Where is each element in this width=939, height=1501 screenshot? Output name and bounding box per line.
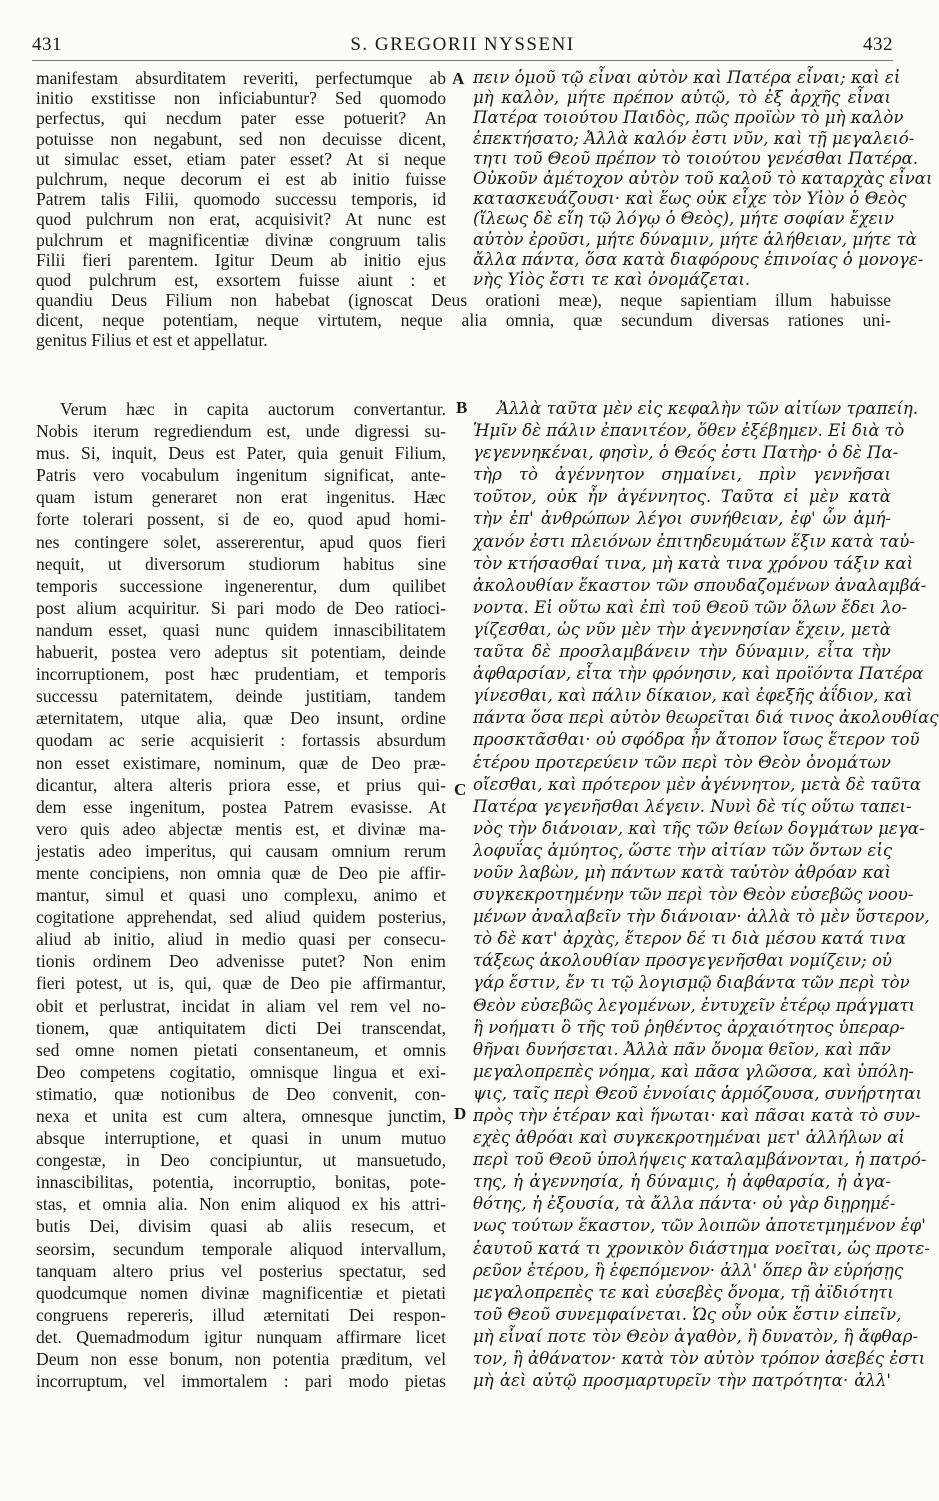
text-line: νως τούτων ἕκαστον, τῶν λοιπῶν ἀποτετμημένον ἐφ' (473, 1216, 926, 1236)
text-line: temporis successione ingenerentur, dum quilibet (36, 575, 446, 596)
text-line: quandiu Deus Filium non habebat (ignoscat Deus orationi meæ), neque sapientiam illum habuisse (36, 290, 891, 310)
text-line: mente concipiens, non omnia quæ de Deo pie affir- (36, 862, 446, 883)
text-line: tanquam altero prius vel posterius spectatur, sed (36, 1260, 446, 1281)
text-line: Patrem talis Filii, quomodo successu temporis, id (36, 189, 446, 210)
text-line: quod pulchrum non erat, acquisivit? At nunc est (36, 209, 446, 230)
text-line: τὸ δὲ κατ' ἀρχὰς, ἕτερον δέ τι διὰ μέσου κατά τινα (473, 929, 907, 949)
text-line: γίζεσθαι, ὡς νῦν μὲν τὴν ἀγεννησίαν ἔχειν, μετὰ (473, 619, 891, 639)
text-line: τον, ἢ ἀθάνατον· κατὰ τὸν αὐτὸν τρόπον ἀσεβές ἐστι (473, 1349, 926, 1369)
text-line: μεγαλοπρεπὲς τε καὶ εὐσεβὲς ὄνομα, τῇ ἀϊδιότητι (473, 1282, 894, 1302)
text-line: Verum hæc in capita auctorum convertantur. (60, 399, 446, 419)
text-line: stimatio, quæ notionibus de Deo convenit, con- (36, 1083, 446, 1104)
text-line: forte tolerari possent, si de eo, quod apud homi- (36, 509, 446, 530)
text-line: nequit, ut diversorum studiorum habitus sine (36, 553, 446, 574)
text-line: ἄλλα πάντα, ὅσα κατὰ διαφόρους ἐπινοίας ὁ μονογε- (473, 249, 924, 269)
text-line: pulchrum et magnificentiæ divinæ congruum talis (36, 229, 446, 250)
text-line: dem esse ingenitum, postea Patrem evasisse. At (36, 796, 446, 817)
right-page-number: 432 (862, 34, 893, 55)
text-line: congestæ, in Deo concipiuntur, ut mansuetudo, (36, 1150, 446, 1171)
text-line: obit et perlustrat, incidat in aliam vel rem vel no- (36, 995, 446, 1016)
text-line: stas, et omnia alia. Non enim aliquod ex his attri- (36, 1194, 446, 1215)
text-line: πάντα ὅσα περὶ αὐτὸν θεωρεῖται διά τινος ἀκολουθίας (473, 708, 939, 728)
text-line: sed omne nomen pietati consentaneum, et omnis (36, 1039, 446, 1060)
text-line: innascibilitas, potentia, incorruptio, bonitas, pote- (36, 1172, 446, 1193)
text-line: cogitatione apprehendat, sed aliud quidem posterius, (36, 907, 446, 928)
text-line: μὴ καλὸν, μήτε πρέπον αὐτῷ, τὸ ἐξ ἀρχῆς εἶναι (473, 88, 891, 108)
text-line: Nobis iterum regrediendum est, unde digressi su- (36, 421, 446, 442)
text-line: quod pulchrum est, exsortem fuisse aiunt : et (36, 270, 446, 291)
text-line: æternitatem, utque alia, quæ Deo insunt, ordine (36, 708, 446, 729)
section-marker-a: A (452, 69, 465, 88)
latin-column-main (36, 398, 446, 1392)
section-marker-c: C (454, 780, 467, 799)
text-line: dicent, neque potentiam, neque virtutem, neque alia omnia, quæ secundum diversas rationes uni- (36, 310, 891, 331)
text-line: ut simulac esset, etiam pater esset? At si neque (36, 148, 446, 169)
text-line: manifestam absurditatem reveriti, perfectumque ab (36, 68, 446, 88)
text-line: mantur, simul et quasi uno complexu, animo et (36, 885, 446, 906)
page-header (32, 30, 893, 61)
text-line: pulchrum, neque decorum ei est ab initio fuisse (36, 169, 446, 190)
text-line: Θεὸν εὐσεβῶς λεγομένων, ἐντυχεῖν ἑτέρῳ πράγματι (473, 995, 916, 1015)
text-line: absque interruptione, et quasi in unum mutuo (36, 1128, 446, 1149)
text-line: ταῦτα δὲ προσλαμβάνειν τὴν δύναμιν, εἶτα τὴν (473, 642, 891, 662)
text-line: ἐπεκτήσατο; Ἀλλὰ καλόν ἐστι νῦν, καὶ τῇ μεγαλειό- (473, 128, 915, 148)
text-line: det. Quemadmodum igitur nunquam affirmare licet (36, 1326, 446, 1347)
text-line: Ἀλλὰ ταῦτα μὲν εἰς κεφαλὴν τῶν αἰτίων τραπείη. (497, 399, 919, 418)
text-line: Deum non esse bonum, non potentia præditum, vel (36, 1349, 446, 1370)
text-line: Filii fieri parentem. Igitur Deum ab initio ejus (36, 249, 446, 270)
text-line: ἑτέρου προτερεύειν τῶν περὶ τὸν Θεὸν ὀνομάτων (473, 752, 891, 772)
text-line: fieri potest, ut is, qui, quæ de Deo pie affirmantur, (36, 973, 446, 994)
running-title: S. GREGORII NYSSENI (350, 34, 575, 55)
text-line: quodam ac serie acquisierit : fortassis absurdum (36, 730, 446, 751)
text-line: ψις, ταῖς περὶ Θεοῦ ἐννοίαις ἁρμόζουσα, συνήρτηται (473, 1083, 922, 1103)
text-line: μένων ἀναλαβεῖν τὴν διάνοιαν· ἀλλὰ τὸ μὲν ὕστερον, (473, 907, 930, 927)
text-line: non esset existimare, nominum, quæ de Deo præ- (36, 752, 446, 773)
text-line: quam istum generaret non erat ingenitus. Hæc (36, 487, 446, 508)
text-line: ἀκολουθίαν ἕκαστον τῶν σπουδαζομένων ἀναλαμβά- (473, 575, 927, 595)
text-line: incorruptum, vel immortalem : pari modo pietas (36, 1371, 446, 1392)
text-line: tionis ordinem Deo advenisse putet? Non enim (36, 951, 446, 972)
text-line: congruens repereris, illud æternitati Dei respon- (36, 1304, 446, 1325)
text-line: ἑαυτοῦ κατά τι χρονικὸν διάστημα νοεῖται, ὡς προτε- (473, 1238, 930, 1258)
text-line: vero quis adeo abjectæ mentis est, et divinæ ma- (36, 818, 446, 839)
text-line: τὸν κτήσασθαί τινα, μὴ κατὰ τινα χρόνου τάξιν καὶ (473, 553, 914, 573)
text-line: οἴεσθαι, καὶ πρότερον μὲν ἀγέννητον, μετὰ δὲ ταῦτα (473, 774, 922, 794)
text-line: συγκεκροτημένην τῶν περὶ τὸν Θεὸν εὐσεβῶς νοου- (473, 885, 914, 905)
text-line: Οὐκοῦν ἀμέτοχον αὐτὸν τοῦ καλοῦ τὸ καταρχὰς εἶναι (473, 169, 933, 189)
text-line: initio exstitisse non inficiabuntur? Sed quomodo (36, 88, 446, 109)
text-line: nandum esset, quasi nunc quidem innascibilitatem (36, 619, 446, 640)
greek-column-main (473, 398, 939, 1392)
text-line: jestatis adeo imperitus, qui causam omnium rerum (36, 840, 446, 861)
text-line: τητι τοῦ Θεοῦ πρέπον τὸ τοιούτου γενέσθαι Πατέρα. (473, 148, 919, 168)
text-line: λοφυΐας ἀμύητος, ὥστε τὴν αἰτίαν τῶν ὄντων εἰς (473, 840, 893, 860)
text-line: aliud ab initio, aliud in medio quasi per consecu- (36, 929, 446, 950)
text-line: successu paternitatem, deinde justitiam, tandem (36, 686, 446, 707)
text-line: genitus Filius et est et appellatur. (36, 330, 268, 351)
text-line: θότης, ἡ ἐξουσία, τὰ ἄλλα πάντα· οὐ γὰρ διῃρημέ- (473, 1194, 896, 1214)
text-line: seorsim, secundum temporale aliquod intervallum, (36, 1238, 446, 1259)
text-line: γεγεννηκέναι, φησὶν, ὁ Θεός ἐστι Πατὴρ· ὁ δὲ Πα- (473, 443, 899, 463)
text-line: quodcumque nomen divinæ magnificentiæ et pietati (36, 1282, 446, 1303)
text-line: τὴρ τὸ ἀγέννητον σημαίνει, πρὶν γεννῆσαι (473, 465, 891, 485)
text-line: αὐτὸν ἐροῦσι, μήτε δύναμιν, μήτε ἀλήθειαν, μήτε τὰ (473, 229, 917, 249)
text-line: χανόν ἐστι πλειόνων ἐπιτηδευμάτων ἕξιν κατὰ ταὐ- (473, 531, 915, 551)
left-page-number: 431 (32, 34, 62, 55)
text-line: Deo competens cogitatio, omnisque lingua et exi- (36, 1061, 446, 1082)
text-line: νὸς τὴν διάνοιαν, καὶ τῆς τῶν θείων δογμάτων μεγα- (473, 818, 925, 838)
text-line: γάρ ἔστιν, ἔν τι τῷ λογισμῷ διαβάντα τῶν περὶ τὸν (473, 973, 910, 993)
text-line: (ἵλεως δὲ εἴη τῷ λόγῳ ὁ Θεὸς), μήτε σοφίαν ἔχειν (473, 209, 895, 229)
text-line: μεγαλοπρεπὲς νόημα, καὶ πᾶσα γλῶσσα, καὶ ὑπόλη- (473, 1061, 914, 1081)
latin-full-width-text (36, 290, 891, 351)
text-line: νοῦν λαβὼν, μὴ πάντων κατὰ ταὐτὸν ἀθρόαν καὶ (473, 862, 891, 882)
section-marker-b: B (456, 398, 468, 417)
text-line: tionem, quæ antiquitatem dicti Dei transcendat, (36, 1017, 446, 1038)
text-line: habuerit, postea vero adeptus sit potentiam, deinde (36, 642, 446, 663)
text-line: nes contingere solet, assererentur, apud quos fieri (36, 531, 446, 552)
section-marker-d: D (454, 1104, 467, 1123)
text-line: εχὲς ἀθρόαι καὶ συγκεκροτημέναι μετ' ἀλλήλων αἱ (473, 1128, 905, 1148)
latin-column-top (36, 68, 446, 290)
text-line: τὴν ἐπ' ἀνθρώπων λέγοι συνήθειαν, ἐφ' ὧν ἀμή- (473, 509, 891, 529)
text-line: nexa et unita est cum altera, omnesque junctim, (36, 1106, 446, 1126)
text-line: ἢ νοήματι ὃ τῆς τοῦ ῥηθέντος ἀρχαιότητος ὑπεραρ- (473, 1017, 905, 1037)
text-line: post alium acquiritur. Si pari modo de Deo ratioci- (36, 597, 446, 618)
text-line: γίνεσθαι, καὶ πάλιν δίκαιον, καὶ ἐφεξῆς ἀΐδιον, καὶ (473, 686, 913, 706)
text-line: νὴς Υἱὸς ἔστι τε καὶ ὀνομάζεται. (473, 270, 751, 290)
text-line: butis Dei, divisim quasi ab aliis resecum, et (36, 1216, 446, 1237)
text-line: τοῦ Θεοῦ συνεμφαίνεται. Ὡς οὖν οὐκ ἔστιν εἰπεῖν, (473, 1304, 902, 1324)
text-line: της, ἡ ἀγεννησία, ἡ δύναμις, ἡ ἀφθαρσία, ἡ ἀγα- (473, 1172, 891, 1192)
text-line: mus. Si, inquit, Deus est Pater, quia genuit Filium, (36, 443, 446, 464)
text-line: Ἡμῖν δὲ πάλιν ἐπανιτέον, ὅθεν ἐξέβημεν. Εἰ διὰ τὸ (473, 421, 905, 441)
text-line: πρὸς τὴν ἑτέραν καὶ ἥνωται· καὶ πᾶσαι κατὰ τὸ συν- (473, 1106, 921, 1125)
text-line: μὴ εἶναί ποτε τὸν Θεὸν ἀγαθὸν, ἢ δυνατὸν, ἢ ἄφθαρ- (473, 1326, 919, 1346)
text-line: πειν ὁμοῦ τῷ εἶναι αὐτὸν καὶ Πατέρα εἶναι; καὶ εἰ (473, 68, 901, 87)
text-line: Πατέρα τοιούτου Παιδὸς, πῶς προϊὼν τὸ μὴ καλὸν (473, 108, 904, 128)
text-line: perfectus, qui necdum pater esse potuerit? An (36, 108, 446, 129)
text-line: incorruptionem, post hæc prudentiam, et temporis (36, 664, 446, 685)
text-line: τάξεως ἀκολουθίαν προσγεγενῆσθαι νομίζειν; οὐ (473, 951, 893, 971)
text-line: ρεῦον ἑτέρου, ἢ ἑφεπόμενον· ἀλλ' ὅπερ ἂν εὑρήσῃς (473, 1260, 904, 1280)
text-line: νοντα. Εἰ οὕτω καὶ ἐπὶ τοῦ Θεοῦ τῶν ὅλων ἔδει λο- (473, 597, 908, 617)
text-line: περὶ τοῦ Θεοῦ ὑπολήψεις καταλαμβάνονται, ἡ πατρό- (473, 1150, 927, 1170)
text-line: Πατέρα γεγενῆσθαι λέγειν. Νυνὶ δὲ τίς οὕτω ταπει- (473, 796, 912, 816)
greek-column-top (473, 68, 933, 290)
text-line: τοῦτον, οὐκ ἦν ἀγέννητος. Ταῦτα εἰ μὲν κατὰ (473, 487, 891, 507)
text-line: θῆναι δυνήσεται. Ἀλλὰ πᾶν ὄνομα θεῖον, καὶ πᾶν (473, 1039, 891, 1059)
text-line: κατασκευάζουσι· καὶ ἕως οὐκ εἶχε τὸν Υἱὸν ὁ Θεὸς (473, 189, 907, 209)
text-line: potuisse non negabunt, sed non decuisse dicent, (36, 128, 446, 149)
text-line: μὴ ἀεὶ αὐτῷ προσμαρτυρεῖν τὴν πατρότητα· ἀλλ' (473, 1371, 891, 1391)
text-line: ἀφθαρσίαν, εἶτα τὴν φρόνησιν, καὶ προϊόντα Πατέρα (473, 664, 924, 684)
text-line: dicantur, altera alteris priora esse, et prius qui- (36, 774, 446, 795)
text-line: προσκτᾶσθαι· οὐ σφόδρα ἦν ἄτοπον ἴσως ἕτερον τοῦ (473, 730, 920, 750)
text-line: Patris vero vocabulum ingenitum significat, ante- (36, 465, 446, 486)
